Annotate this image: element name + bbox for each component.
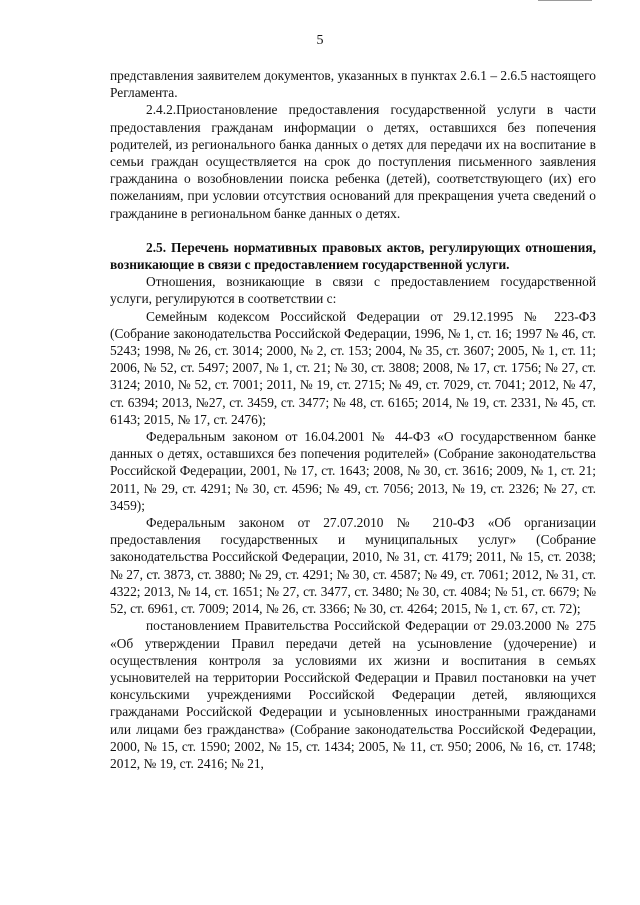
page-number: 5 (316, 33, 324, 48)
paragraph-family-code: Семейным кодексом Российской Федерации от 29.12.1995 № 223-ФЗ (Собрание законодательства Российской Федерации, 1996, № 1, ст. 16; 1997 № 46, ст. 5243; 1998, № 26, ст. 3014; 2000, № 2, ст. 153; 2004, № 35, ст. 3607; 2005, № 1, ст. 11; 2006, № 52, ст. 5497; 2007, № 1, ст. 21; № 30, ст. 3808; 2008, № 17, ст. 1756; № 27, ст. 3124; 2010, № 52, ст. 7001; 2011, № 19, ст. 2715; № 49, ст. 7029, ст. 7041; 2012, № 47, ст. 6394; 2013, №27, ст. 3459, ст. 3477; № 48, ст. 6165; 2014, № 19, ст. 2331, № 45, ст. 6143; 2015, № 17, ст. 2476); (110, 308, 596, 427)
section-heading-2-5: 2.5. Перечень нормативных правовых актов, регулирующих отношения, возникающие в связи с предоставлением государственной услуги. (110, 239, 596, 273)
paragraph-intro: Отношения, возникающие в связи с предоставлением государственной услуги, регулируются в соответствии с: (110, 274, 596, 307)
paragraph-continuation: представления заявителем документов, указанных в пунктах 2.6.1 – 2.6.5 настоящего Регламента. (110, 68, 596, 101)
scan-edge-mark (538, 0, 592, 3)
paragraph-2-4-2: 2.4.2.Приостановление предоставления государственной услуги в части предоставления гражданам информации о детях, оставшихся без попечения родителей, из регионального банка данных о детях для передачи их на воспитание в семьи граждан осуществляется на срок до поступления письменного заявления гражданина о возобновлении поиска ребенка (детей), соответствующего (их) его пожеланиям, при условии отсутствия оснований для прекращения учета сведений о гражданине в региональном банке данных о детях. (110, 102, 596, 221)
spacer (110, 222, 596, 239)
paragraph-federal-law-44: Федеральным законом от 16.04.2001 № 44-ФЗ «О государственном банке данных о детях, оставшихся без попечения родителей» (Собрание законодательства Российской Федерации, 2001, № 17, ст. 1643; 2008, № 30, ст. 3616; 2009, № 1, ст. 21; 2011, № 29, ст. 4291; № 30, ст. 4596; № 49, ст. 7056; 2013, № 19, ст. 2326; № 27, ст. 3459); (110, 429, 596, 513)
paragraph-federal-law-210: Федеральным законом от 27.07.2010 № 210-ФЗ «Об организации предоставления государственных и муниципальных услуг» (Собрание законодательства Российской Федерации, 2010, № 31, ст. 4179; 2011, № 15, ст. 2038; № 27, ст. 3873, ст. 3880; № 29, ст. 4291; № 30, ст. 4587; № 49, ст. 7061; 2012, № 31, ст. 4322; 2013, № 14, ст. 1651; № 27, ст. 3477, ст. 3480; № 30, ст. 4084; № 51, ст. 6679; № 52, ст. 6961, ст. 7009; 2014, № 26, ст. 3366; № 30, ст. 4264; 2015, № 1, ст. 67, ст. 72); (110, 515, 596, 617)
paragraph-government-decree-275: постановлением Правительства Российской Федерации от 29.03.2000 № 275 «Об утверждении Правил передачи детей на усыновление (удочерение) и осуществления контроля за условиями их жизни и воспитания в семьях усыновителей на территории Российской Федерации и Правил постановки на учет консульскими учреждениями Российской Федерации детей, являющихся гражданами Российской Федерации и усыновленных иностранными гражданами или лицами без гражданства» (Собрание законодательства Российской Федерации, 2000, № 15, ст. 1590; 2002, № 15, ст. 1434; 2005, № 11, ст. 950; 2006, № 16, ст. 1748; 2012, № 19, ст. 2416; № 21, (110, 618, 596, 771)
document-body (110, 67, 596, 772)
